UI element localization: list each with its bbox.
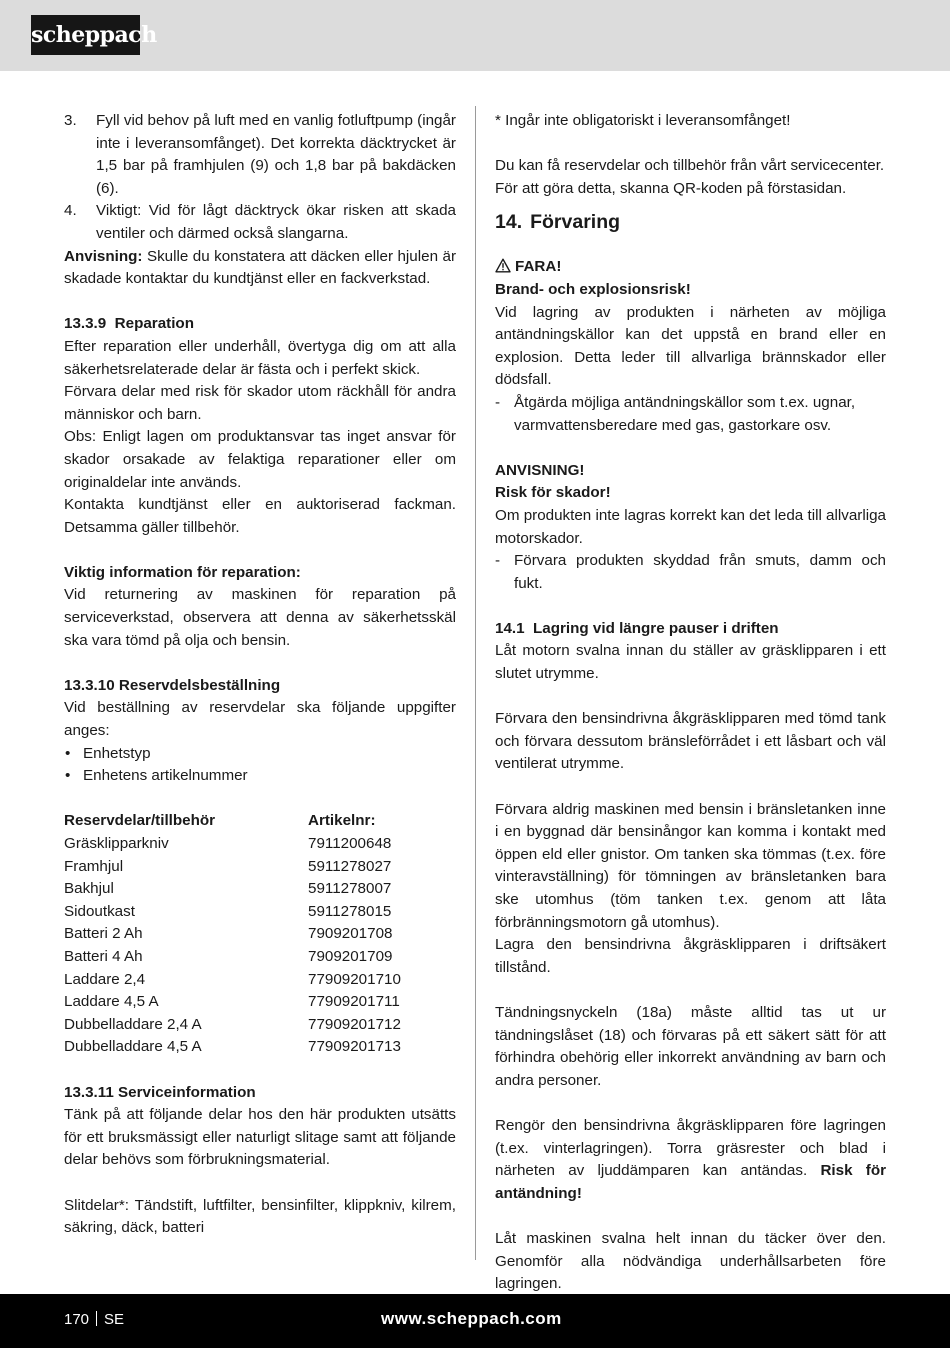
notice-list: [495, 550, 886, 595]
danger-label: FARA!: [495, 256, 886, 279]
storage-paragraph: Förvara aldrig maskinen med bensin i bränsletanken inne i en byggnad där bensinångor kan komma i kontakt med öppen eld eller gnistor. Om tanken ska tömmas (t.ex. före vinteravställning) för tömningen av bränsletanken bara ske utomhus (töm tanken t.ex. genom att låta förbränningsmotorn gå utomhus).: [495, 800, 886, 931]
list-item: - Förvara produkten skyddad från smuts, damm och fukt.: [495, 552, 886, 592]
part-number: 77909201710: [308, 970, 401, 988]
step-number: 4.: [64, 202, 77, 220]
step-item: [64, 200, 456, 245]
section-title-text: Förvaring: [530, 211, 621, 234]
spare-parts-table: [64, 810, 456, 1059]
part-number: 5911278007: [308, 880, 392, 898]
notice-label: ANVISNING!: [495, 461, 585, 479]
part-name: Dubbelladdare 4,5 A: [64, 1038, 202, 1056]
storage-paragraph: Förvara den bensindrivna åkgräsklipparen med tömd tank och förvara dessutom bränsleförrådet i ett låsbart och väl ventilerat utrymme.: [495, 710, 886, 773]
step-text: Viktigt: Vid för lågt däcktryck ökar risken att skada ventiler och därmed också slangarna.: [96, 202, 456, 242]
language-code: SE: [104, 1311, 125, 1328]
storage-paragraph: Tändningsnyckeln (18a) måste alltid tas ut ur tändningslåset (18) och förvaras på ett säkert sätt för att förhindra obehörig eller inkorrekt användning av barn och andra personer.: [495, 1003, 886, 1089]
service-heading: 13.3.11 Serviceinformation: [64, 1083, 256, 1101]
column-divider: [475, 106, 476, 1260]
storage-paragraph: Rengör den bensindrivna åkgräsklipparen före lagringen (t.ex. vinterlagringen). Torra gräsrester och blad i närheten av ljuddämparen kan antändas. Risk för antändning!: [495, 1116, 887, 1202]
scheppach-logo: scheppach: [31, 15, 140, 55]
footnote: * Ingår inte obligatoriskt i leveransomfånget!: [495, 112, 791, 129]
note-paragraph: [64, 246, 456, 291]
repair-paragraph: Efter reparation eller underhåll, övertyga dig om att alla säkerhetsrelaterade delar är fästa och i perfekt skick.: [64, 337, 456, 378]
part-number: 7909201708: [308, 925, 393, 943]
step-item: [64, 110, 456, 200]
repair-paragraph: Kontakta kundtjänst eller en auktoriserad fackman. Detsamma gäller tillbehör.: [64, 496, 456, 536]
important-heading: Viktig information för reparation:: [64, 563, 301, 581]
section-number: 14.: [495, 211, 523, 234]
list-item: • Enhetstyp: [64, 743, 456, 766]
part-name: Framhjul: [64, 857, 124, 875]
page-header: [0, 0, 950, 71]
notice-paragraph: Om produkten inte lagras korrekt kan det leda till allvarliga motorskador.: [495, 506, 886, 547]
column-header: Artikelnr:: [308, 812, 376, 830]
subsection-heading: 14.1 Lagring vid längre pauser i driften: [495, 619, 779, 637]
part-name: Batteri 4 Ah: [64, 947, 143, 965]
list-item: - Åtgärda möjliga antändningskällor som t.ex. ugnar, varmvattensberedare med gas, gastorkare osv.: [495, 393, 856, 434]
bullet-icon: •: [65, 767, 71, 785]
spare-parts-bullets: [64, 743, 456, 788]
table-row: [64, 856, 456, 879]
dash-marker: -: [495, 393, 501, 411]
part-number: 5911278027: [308, 857, 392, 875]
spare-parts-intro: Vid beställning av reservdelar ska följande uppgifter anges:: [64, 699, 456, 740]
part-name: Laddare 2,4: [64, 970, 146, 988]
danger-subtitle: Brand- och explosionsrisk!: [495, 280, 691, 298]
part-number: 77909201713: [308, 1038, 401, 1056]
storage-paragraph: Lagra den bensindrivna åkgräsklipparen i driftsäkert tillstånd.: [495, 936, 886, 976]
part-number: 7911200648: [308, 835, 392, 852]
section-title: [495, 200, 886, 244]
note-label: Anvisning:: [64, 247, 143, 265]
table-row: [64, 901, 456, 924]
table-row: [64, 946, 456, 969]
spare-parts-heading: 13.3.10 Reservdelsbeställning: [64, 676, 281, 694]
danger-paragraph: Vid lagring av produkten i närheten av möjliga antändningskällor kan det uppstå en brand eller en explosion. Detta leder till allvarliga brännskador eller dödsfall.: [495, 303, 886, 389]
spare-source-paragraph: Du kan få reservdelar och tillbehör från vårt servicecenter. För att göra detta, skanna QR-koden på förstasidan.: [495, 157, 885, 197]
part-number: 77909201711: [308, 993, 400, 1011]
notice-subtitle: Risk för skador!: [495, 484, 611, 502]
tire-steps-list: [64, 110, 456, 246]
part-number: 5911278015: [308, 902, 392, 920]
part-number: 77909201712: [308, 1015, 401, 1033]
step-text: Fyll vid behov på luft med en vanlig fotluftpump (ingår inte i leveransomfånget). Det korrekta däcktrycket är 1,5 bar på framhjulen (9) och 1,8 bar på bakdäcken (6).: [96, 112, 456, 197]
part-number: 7909201709: [308, 947, 393, 965]
bullet-icon: •: [65, 744, 71, 762]
footer-separator: [96, 1311, 97, 1326]
storage-paragraph: Låt maskinen svalna helt innan du täcker över den. Genomför alla nödvändiga underhållsarbeten före lagringen.: [495, 1229, 886, 1293]
table-row: [64, 1036, 456, 1059]
important-paragraph: Vid returnering av maskinen för reparation på serviceverkstad, observera att denna av säkerhetsskäl ska vara tömd på olja och bensin.: [64, 586, 456, 649]
part-name: Sidoutkast: [64, 902, 135, 920]
ignition-risk-warning: Risk för antändning!: [495, 1162, 887, 1202]
part-name: Gräsklipparkniv: [64, 835, 169, 852]
page-footer: [0, 1294, 950, 1348]
storage-paragraph: Låt motorn svalna innan du ställer av gräsklipparen i ett slutet utrymme.: [495, 642, 886, 683]
repair-heading: 13.3.9 Reparation: [64, 315, 194, 333]
dash-marker: -: [495, 552, 501, 570]
note-text: Skulle du konstatera att däcken eller hjulen är skadade kontaktar du kundtjänst eller en fackverkstad.: [64, 247, 456, 288]
website-link[interactable]: www.scheppach.com: [381, 1309, 562, 1328]
part-name: Bakhjul: [64, 880, 114, 898]
table-header-row: [64, 810, 456, 833]
part-name: Laddare 4,5 A: [64, 993, 159, 1011]
wear-parts-paragraph: Slitdelar*: Tändstift, luftfilter, bensinfilter, klippkniv, kilrem, säkring, däck, batteri: [64, 1196, 456, 1237]
page-number: 170 SE: [64, 1311, 125, 1328]
table-row: [64, 878, 456, 901]
column-header: Reservdelar/tillbehör: [64, 812, 216, 830]
part-name: Dubbelladdare 2,4 A: [64, 1015, 202, 1033]
repair-paragraph: Obs: Enligt lagen om produktansvar tas inget ansvar för skador orsakade av felaktiga reparationer eller om originaldelar inte används.: [64, 428, 456, 491]
right-column: [495, 110, 886, 1296]
service-paragraph: Tänk på att följande delar hos den här produkten utsätts för ett bruksmässigt eller naturligt slitage samt att följande delar behövs som förbrukningsmaterial.: [64, 1106, 456, 1169]
table-row: [64, 969, 456, 992]
list-item: • Enhetens artikelnummer: [64, 765, 456, 788]
table-row: [64, 1014, 456, 1037]
left-column: [64, 110, 456, 1240]
danger-list: [495, 392, 886, 437]
table-row: [64, 991, 456, 1014]
table-row: [64, 833, 456, 856]
table-row: [64, 923, 456, 946]
warning-triangle-icon: [495, 258, 511, 273]
step-number: 3.: [64, 112, 77, 129]
repair-paragraph: Förvara delar med risk för skador utom räckhåll för andra människor och barn.: [64, 383, 456, 423]
part-name: Batteri 2 Ah: [64, 925, 143, 943]
